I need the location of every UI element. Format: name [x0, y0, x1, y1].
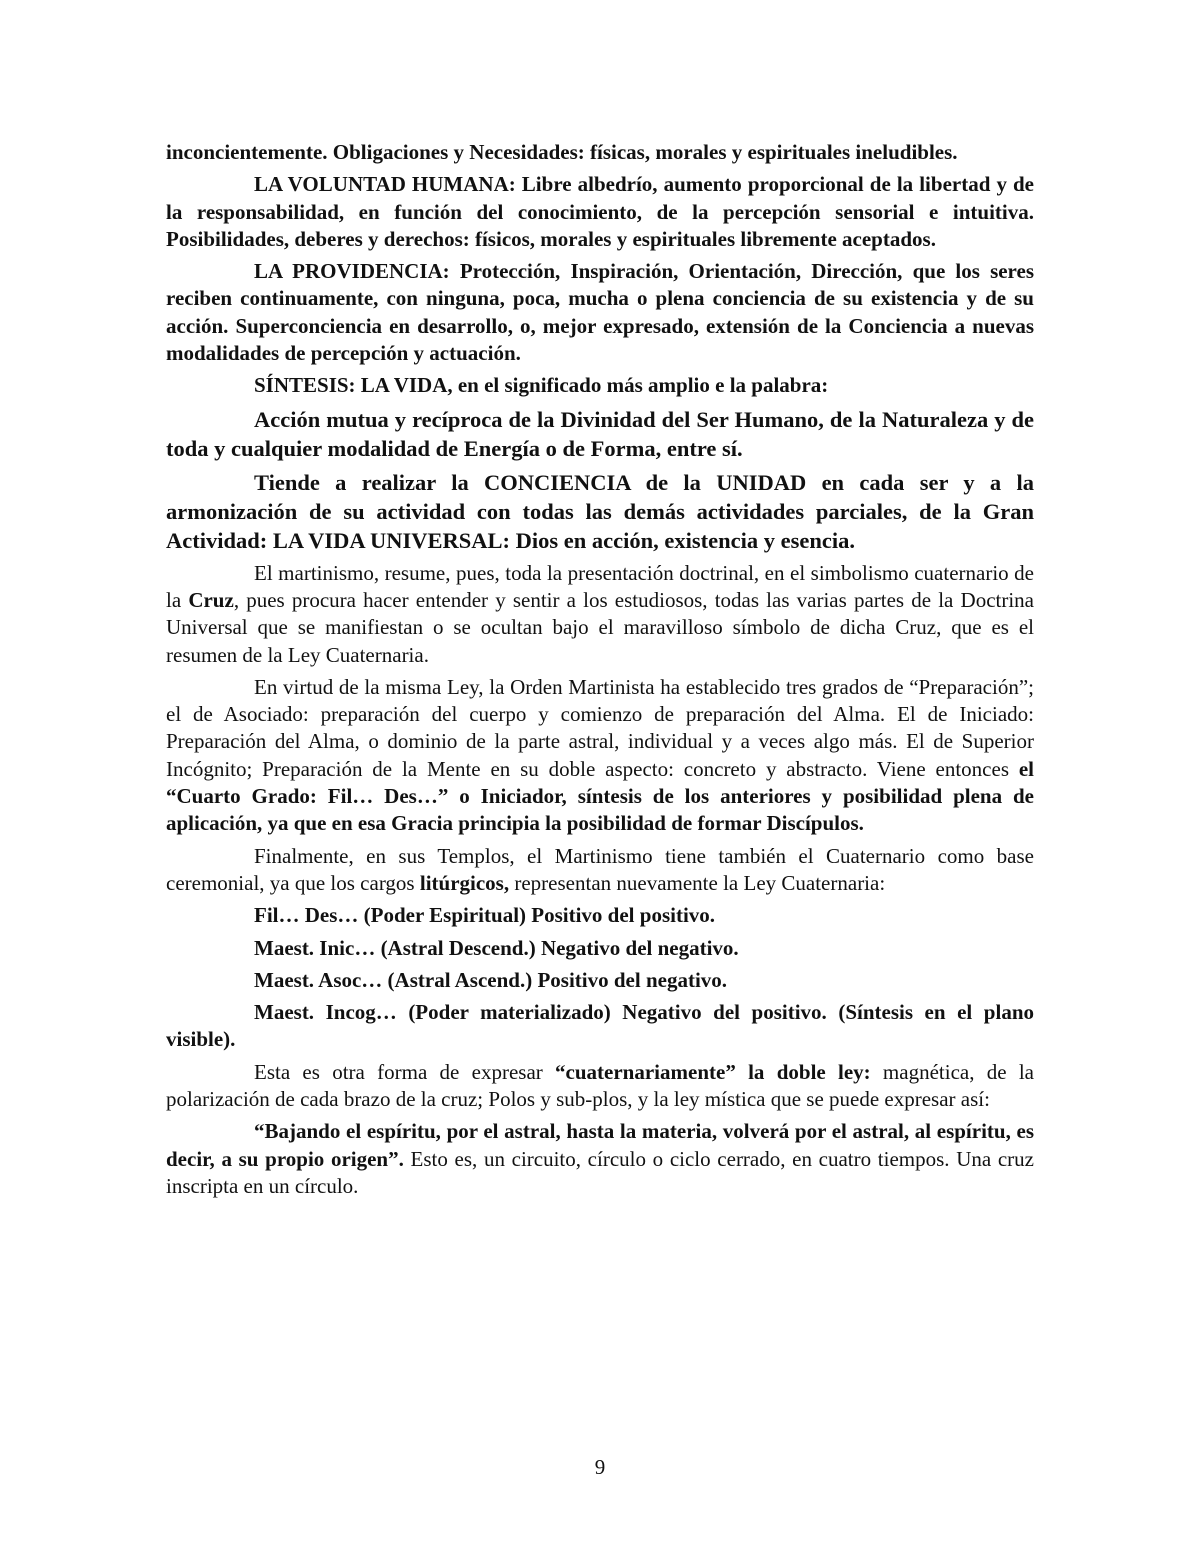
paragraph-4: [166, 372, 1034, 399]
text-run: Esto es, un circuito, círculo o ciclo cerrado, en cuatro tiempos. Una cruz inscripta en un círculo.: [166, 1146, 1034, 1198]
paragraph-7: [166, 560, 1034, 669]
text-run: “Bajando el espíritu, por el astral, hasta la materia, volverá por el astral, al espíritu, es decir, a su propio origen”.: [166, 1119, 1034, 1171]
text-run: Maest. Inic… (Astral Descend.) Negativo del negativo.: [254, 935, 739, 960]
paragraph-9: [166, 843, 1034, 898]
text-run: inconcientemente. Obligaciones y Necesidades: físicas, morales y espirituales ineludibles.: [166, 140, 958, 164]
paragraph-12: [166, 967, 1034, 994]
text-run: el “Cuarto Grado: Fil… Des…” o Iniciador, síntesis de los anteriores y posibilidad plena de aplicación, ya que en esa Gracia principia la posibilidad de formar Discípulos.: [166, 756, 1034, 836]
page-number: 9: [594, 1455, 606, 1479]
text-run: Maest. Asoc… (Astral Ascend.) Positivo del negativo.: [254, 967, 728, 992]
text-run: magnética, de la polarización de cada brazo de la cruz; Polos y sub-plos, y la ley mística que se puede expresar así:: [166, 1059, 1034, 1112]
text-run: Esta es otra forma de expresar: [254, 1059, 556, 1084]
text-run: En virtud de la misma Ley, la Orden Martinista ha establecido tres grados de “Preparación”; el de Asociado: preparación del cuerpo y comienzo de preparación del Alma. El de Iniciado: Preparación del Alma, o dominio de la parte astral, individual y a veces algo más. El de Superior Incógnito; Preparación de la Mente en su doble aspecto: concreto y abstracto. Viene entonces: [166, 674, 1034, 781]
text-run: LA VOLUNTAD HUMANA: Libre albedrío, aumento proporcional de la libertad y de la responsabilidad, en función del conocimiento, de la percepción sensorial e intuitiva. Posibilidades, deberes y derechos: físicos, morales y espirituales libremente aceptados.: [166, 172, 1034, 251]
text-run: litúrgicos,: [419, 870, 510, 895]
paragraph-14: [166, 1059, 1034, 1114]
text-run: LA PROVIDENCIA: Protección, Inspiración, Orientación, Dirección, que los seres reciben continuamente, con ninguna, poca, mucha o plena conciencia de su existencia y de su acción. Superconciencia en desarrollo, o, mejor expresado, extensión de la Conciencia a nuevas modalidades de percepción y actuación.: [166, 259, 1034, 366]
text-run: Cruz: [188, 587, 234, 612]
text-run: El martinismo, resume, pues, toda la presentación doctrinal, en el simbolismo cuaternario de la: [166, 560, 1034, 612]
text-run: Fil… Des… (Poder Espiritual) Positivo del positivo.: [254, 903, 716, 928]
text-run: representan nuevamente la Ley Cuaternaria:: [509, 870, 886, 895]
text-run: “cuaternariamente” la doble ley:: [555, 1059, 871, 1084]
paragraph-1: [166, 139, 1034, 166]
text-run: SÍNTESIS: LA VIDA, en el significado más amplio e la palabra:: [254, 373, 829, 398]
paragraph-10: [166, 902, 1034, 929]
document-body: [166, 139, 1034, 1205]
paragraph-8: [166, 674, 1034, 838]
text-run: Maest. Incog… (Poder materializado) Negativo del positivo. (Síntesis en el plano visible).: [166, 1000, 1034, 1052]
paragraph-15: [166, 1118, 1034, 1200]
text-run: Tiende a realizar la CONCIENCIA de la UNIDAD en cada ser y a la armonización de su actividad con todas las demás actividades parciales, de la Gran Actividad: LA VIDA UNIVERSAL: Dios en acción, existencia y esencia.: [166, 469, 1034, 553]
paragraph-13: [166, 999, 1034, 1054]
paragraph-5: [166, 405, 1034, 463]
text-run: Finalmente, en sus Templos, el Martinismo tiene también el Cuaternario como base ceremonial, ya que los cargos: [166, 843, 1034, 895]
paragraph-3: [166, 258, 1034, 367]
paragraph-11: [166, 935, 1034, 962]
paragraph-6: [166, 468, 1034, 555]
text-run: , pues procura hacer entender y sentir a los estudiosos, todas las varias partes de la Doctrina Universal que se manifiestan o se ocultan bajo el maravilloso símbolo de dicha Cruz, que es el resumen de la Ley Cuaternaria.: [166, 587, 1034, 667]
text-run: Acción mutua y recíproca de la Divinidad del Ser Humano, de la Naturaleza y de toda y cualquier modalidad de Energía o de Forma, entre sí.: [166, 406, 1034, 461]
paragraph-2: [166, 171, 1034, 253]
